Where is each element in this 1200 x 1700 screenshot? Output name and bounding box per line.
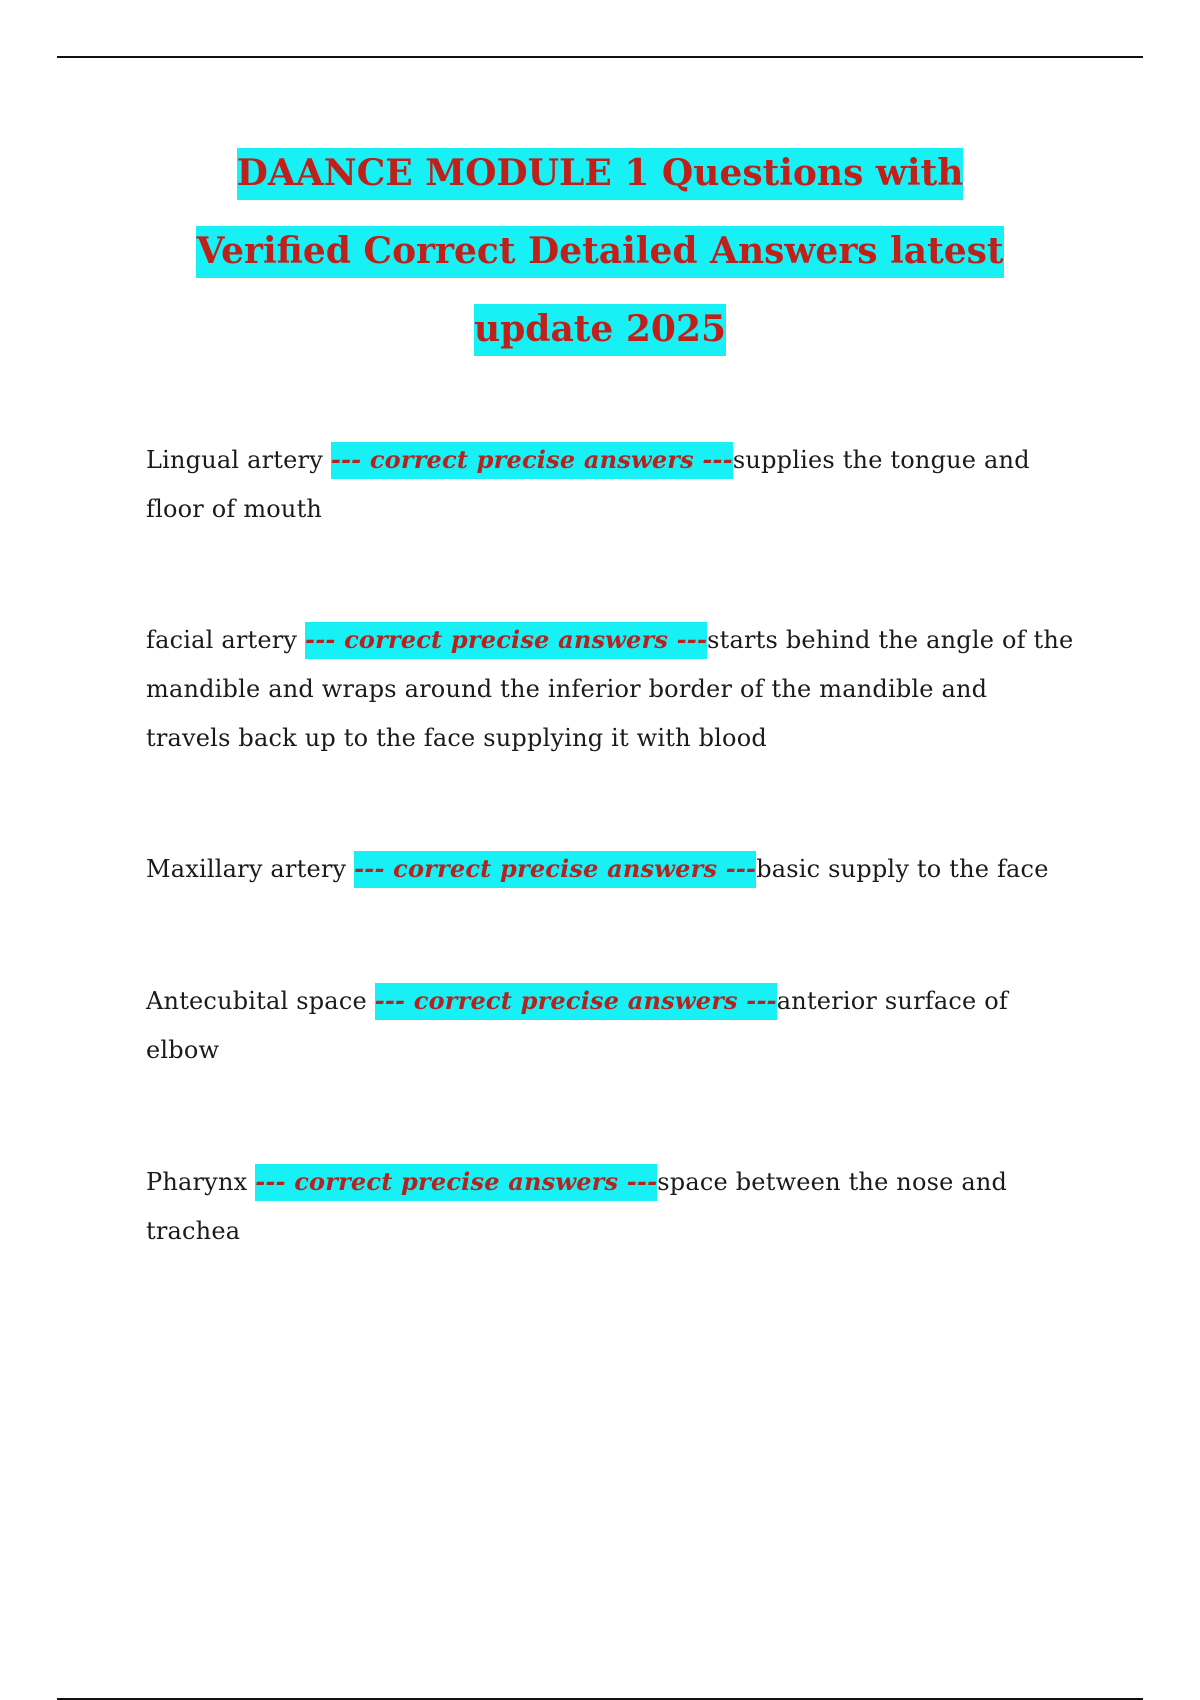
qa-term: Pharynx	[146, 1168, 248, 1196]
qa-item-lingual-artery	[146, 435, 1076, 534]
qa-term: Lingual artery	[146, 446, 323, 474]
top-rule	[57, 56, 1143, 58]
qa-item-maxillary-artery	[146, 844, 1076, 894]
answer-marker: --- correct precise answers ---	[354, 851, 756, 888]
qa-item-antecubital-space	[146, 976, 1076, 1075]
answer-marker: --- correct precise answers ---	[305, 622, 707, 659]
answer-marker: --- correct precise answers ---	[375, 983, 777, 1020]
qa-list	[146, 435, 1076, 1256]
qa-term: Maxillary artery	[146, 855, 347, 883]
title-line-1: DAANCE MODULE 1 Questions with	[237, 148, 964, 200]
qa-item-facial-artery	[146, 615, 1076, 763]
qa-answer: supplies the tongue and floor of mouth	[146, 446, 1030, 523]
document-title	[100, 134, 1100, 368]
answer-marker: --- correct precise answers ---	[331, 442, 733, 479]
qa-answer: space between the nose and trachea	[146, 1168, 1008, 1245]
qa-answer: basic supply to the face	[756, 855, 1049, 883]
qa-term: facial artery	[146, 626, 298, 654]
qa-answer: anterior surface of elbow	[146, 987, 1008, 1064]
answer-marker: --- correct precise answers ---	[255, 1164, 657, 1201]
title-line-2: Verified Correct Detailed Answers latest	[196, 226, 1003, 278]
qa-answer: starts behind the angle of the mandible and wraps around the inferior border of the mandible and travels back up to the face supplying it with blood	[146, 626, 1074, 752]
title-line-3: update 2025	[474, 304, 726, 356]
qa-term: Antecubital space	[146, 987, 367, 1015]
qa-item-pharynx	[146, 1157, 1076, 1256]
